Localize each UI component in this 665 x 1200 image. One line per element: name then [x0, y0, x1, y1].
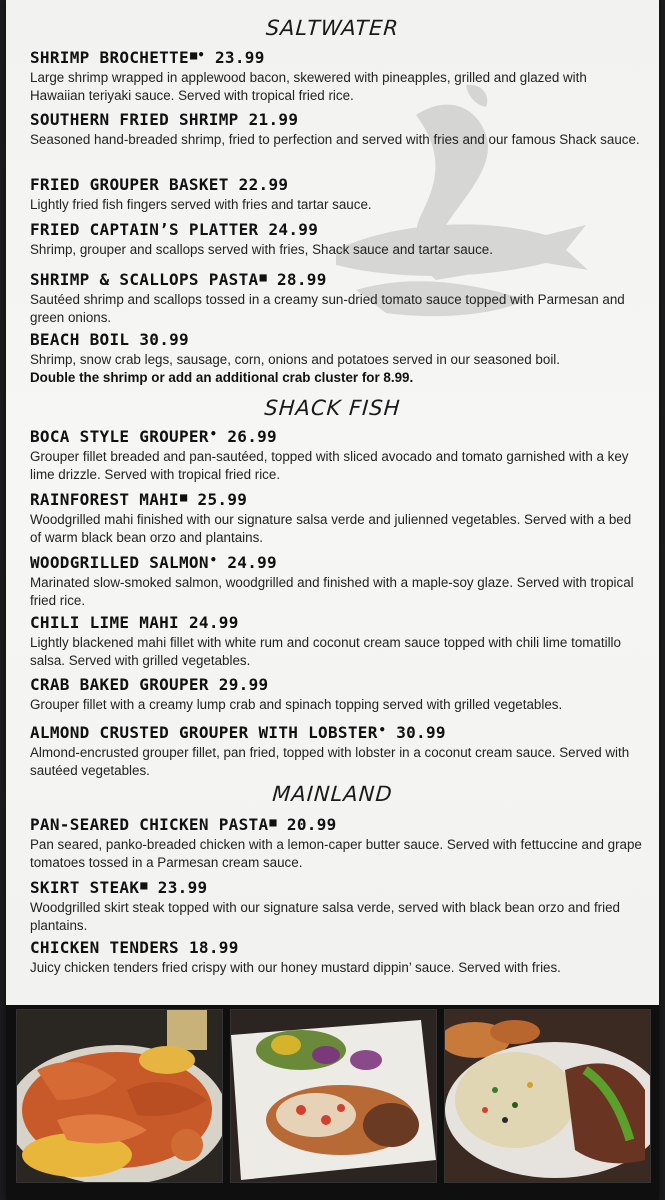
item-name: PAN-SEARED CHICKEN PASTA: [30, 815, 269, 834]
menu-item: [30, 220, 645, 259]
item-price: 24.99: [189, 613, 239, 632]
item-name: RAINFOREST MAHI: [30, 490, 179, 509]
item-description: Juicy chicken tenders fried crispy with our honey mustard dippin’ sauce. Served with fries.: [30, 960, 561, 975]
item-name: ALMOND CRUSTED GROUPER WITH LOBSTER: [30, 723, 378, 742]
item-mark: ■: [140, 878, 148, 892]
photo-strip: [6, 1005, 659, 1200]
item-description: Seasoned hand-breaded shrimp, fried to perfection and served with fries and our famous Shack sauce.: [30, 132, 640, 147]
skirt-steak-plate-photo: [444, 1009, 651, 1183]
item-description: Woodgrilled skirt steak topped with our signature salsa verde, served with black bean orzo and fried plantains.: [30, 900, 620, 933]
item-description: Lightly fried fish fingers served with fries and tartar sauce.: [30, 197, 372, 212]
item-price: 23.99: [157, 878, 208, 897]
item-description: Almond-encrusted grouper fillet, pan fried, topped with lobster in a coconut cream sauce. Served with sautéed vegetables.: [30, 745, 630, 778]
item-description: Marinated slow-smoked salmon, woodgrilled and finished with a maple-soy glaze. Served with tropical fried rice.: [30, 575, 634, 608]
item-price: 22.99: [238, 175, 289, 194]
item-mark: ■: [269, 815, 277, 829]
item-name: SHRIMP & SCALLOPS PASTA: [30, 270, 259, 289]
item-price: 24.99: [227, 553, 277, 572]
item-name: SHRIMP BROCHETTE: [30, 48, 189, 67]
item-description: Lightly blackened mahi fillet with white rum and coconut cream sauce topped with chili lime tomatillo salsa. Served with grilled vegetables.: [30, 635, 621, 668]
item-description: Pan seared, panko-breaded chicken with a lemon-caper butter sauce. Served with fettuccine and grape tomatoes tossed in a Parmesan cream sauce.: [30, 837, 642, 870]
item-price: 26.99: [227, 427, 277, 446]
item-price: 25.99: [197, 490, 248, 509]
item-price: 18.99: [189, 938, 239, 957]
item-name: CRAB BAKED GROUPER: [30, 675, 209, 694]
menu-item: [30, 110, 645, 149]
item-price: 20.99: [286, 815, 337, 834]
section-title-shack-fish: SHACK FISH: [263, 396, 402, 420]
item-mark: •: [209, 427, 218, 441]
item-name: CHILI LIME MAHI: [30, 613, 179, 632]
menu-item: [30, 675, 645, 714]
item-mark: •: [209, 553, 218, 567]
item-price: 30.99: [396, 723, 446, 742]
item-name: FRIED GROUPER BASKET: [30, 175, 229, 194]
item-name: FRIED CAPTAIN’S PLATTER: [30, 220, 259, 239]
item-mark: ■•: [189, 48, 205, 62]
item-name: BOCA STYLE GROUPER: [30, 427, 209, 446]
menu-item: [30, 875, 645, 935]
item-description: Shrimp, snow crab legs, sausage, corn, onions and potatoes served in our seasoned boil.: [30, 352, 560, 367]
item-price: 28.99: [277, 270, 327, 289]
item-price: 21.99: [248, 110, 299, 129]
menu-item: [30, 330, 645, 387]
item-mark: ■: [180, 490, 188, 504]
item-name: BEACH BOIL: [30, 330, 130, 349]
item-price: 23.99: [215, 48, 265, 67]
menu-item: [30, 175, 645, 214]
menu-item: [30, 45, 645, 105]
menu-item: [30, 938, 645, 977]
menu-item: [30, 424, 645, 484]
item-description: Grouper fillet with a creamy lump crab and spinach topping served with grilled vegetables.: [30, 697, 563, 712]
menu-item: [30, 267, 645, 327]
item-upgrade-note: Double the shrimp or add an additional crab cluster for 8.99.: [30, 370, 414, 385]
section-title-mainland: MAINLAND: [271, 782, 394, 806]
item-description: Woodgrilled mahi finished with our signature salsa verde and julienned vegetables. Served with a bed of warm black bean orzo and plantains.: [30, 512, 632, 545]
item-description: Sautéed shrimp and scallops tossed in a creamy sun-dried tomato sauce topped with Parmesan and green onions.: [30, 292, 625, 325]
item-price: 30.99: [139, 330, 189, 349]
menu-item: [30, 812, 645, 872]
item-name: SOUTHERN FRIED SHRIMP: [30, 110, 239, 129]
item-description: Grouper fillet breaded and pan-sautéed, topped with sliced avocado and tomato garnished with a key lime drizzle. Served with tropical fried rice.: [30, 449, 629, 482]
menu-card: [6, 0, 659, 1200]
menu-item: [30, 720, 645, 780]
item-name: WOODGRILLED SALMON: [30, 553, 209, 572]
seafood-boil-photo: [16, 1009, 223, 1183]
menu-item: [30, 487, 645, 547]
grouper-plate-photo: [230, 1009, 437, 1183]
item-name: SKIRT STEAK: [30, 878, 140, 897]
section-title-saltwater: SALTWATER: [265, 16, 400, 40]
item-name: CHICKEN TENDERS: [30, 938, 179, 957]
item-mark: ■: [259, 270, 267, 284]
item-mark: •: [378, 723, 387, 737]
item-price: 24.99: [268, 220, 319, 239]
menu-item: [30, 613, 645, 670]
menu-item: [30, 550, 645, 610]
item-description: Large shrimp wrapped in applewood bacon, skewered with pineapples, grilled and glazed with Hawaiian teriyaki sauce. Served with tropical fried rice.: [30, 70, 587, 103]
item-price: 29.99: [218, 675, 269, 694]
item-description: Shrimp, grouper and scallops served with fries, Shack sauce and tartar sauce.: [30, 242, 493, 257]
